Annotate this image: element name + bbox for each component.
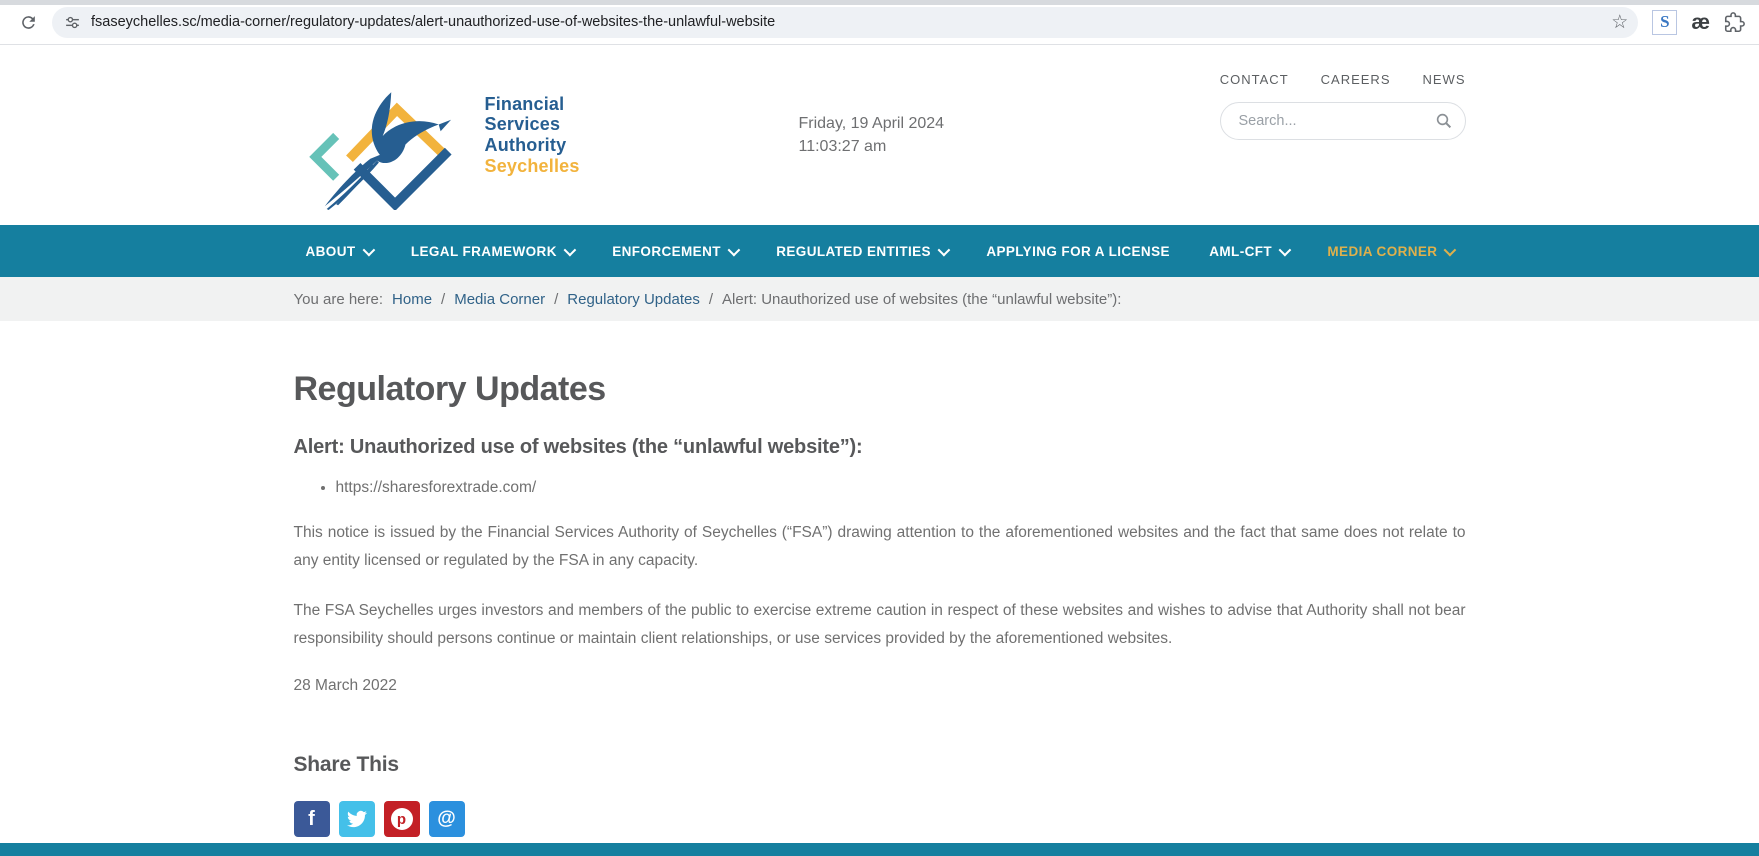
email-at-icon: @: [437, 808, 456, 829]
nav-item-legal-framework[interactable]: LEGAL FRAMEWORK: [411, 244, 573, 259]
chevron-down-icon: [938, 243, 951, 256]
breadcrumb-separator: /: [708, 290, 714, 308]
top-link-careers[interactable]: CAREERS: [1320, 72, 1391, 87]
fsa-logo-mark-icon: [294, 60, 479, 210]
facebook-icon: f: [308, 807, 315, 830]
nav-item-media-corner[interactable]: MEDIA CORNER: [1327, 244, 1453, 259]
logo-line-services: Services: [484, 114, 561, 135]
breadcrumb-separator: /: [554, 290, 559, 308]
top-link-news[interactable]: NEWS: [1422, 72, 1466, 87]
logo-line-authority: Authority: [484, 135, 567, 155]
search-button[interactable]: [1435, 112, 1453, 130]
breadcrumb-current: Alert: Unauthorized use of websites (the “unlawful website”):: [722, 290, 1122, 308]
breadcrumb-separator: /: [441, 290, 446, 308]
share-facebook-button[interactable]: [294, 801, 330, 837]
breadcrumb-link-regulatory-updates[interactable]: Regulatory Updates: [567, 290, 700, 308]
reload-icon: [19, 13, 38, 32]
share-twitter-button[interactable]: [339, 801, 375, 837]
nav-item-about[interactable]: ABOUT: [306, 244, 372, 259]
notice-paragraph-2: The FSA Seychelles urges investors and members of the public to exercise extreme caution in respect of these websites and wishes to advise that Authority shall not bear responsibility should persons continue or maintain client relationships, or use services provided by the aforementioned websites.: [293, 602, 1466, 647]
main-nav: [0, 225, 1759, 277]
share-heading: Share This: [293, 753, 399, 776]
post-date: 28 March 2022: [293, 677, 397, 694]
extension-s-icon[interactable]: S: [1652, 10, 1677, 35]
logo-text: [485, 94, 580, 177]
header-date: Friday, 19 April 2024: [798, 114, 945, 132]
fsa-logo[interactable]: [294, 60, 799, 210]
header-time: 11:03:27 am: [798, 138, 887, 155]
list-item-website-url: • https://sharesforextrade.com/: [336, 479, 1466, 497]
extension-ae-icon[interactable]: æ: [1691, 10, 1710, 34]
top-link-contact[interactable]: CONTACT: [1219, 72, 1289, 87]
breadcrumb-link-media-corner[interactable]: Media Corner: [454, 290, 546, 308]
breadcrumb-prefix: You are here:: [293, 290, 384, 308]
chevron-down-icon: [1444, 243, 1457, 256]
site-header: [0, 45, 1759, 225]
bookmark-star-icon[interactable]: ☆: [1611, 11, 1629, 33]
search-icon: [1435, 112, 1453, 130]
nav-item-enforcement[interactable]: ENFORCEMENT: [612, 244, 737, 259]
article: [294, 370, 1466, 837]
breadcrumb: [294, 291, 1466, 308]
share-pinterest-button[interactable]: [384, 801, 420, 837]
extensions-puzzle-icon[interactable]: [1724, 12, 1745, 33]
alert-heading: Alert: Unauthorized use of websites (the “unlawful website”):: [293, 436, 863, 458]
search-input[interactable]: [1237, 112, 1435, 130]
page-title: Regulatory Updates: [293, 370, 606, 408]
url-text[interactable]: fsaseychelles.sc/media-corner/regulatory-updates/alert-unauthorized-use-of-websites-the-unlawful-website: [91, 14, 776, 30]
chevron-down-icon: [362, 243, 375, 256]
site-info-icon[interactable]: [64, 14, 81, 31]
extensions-area: [1652, 10, 1745, 35]
share-email-button[interactable]: [429, 801, 465, 837]
search-box: [1220, 102, 1466, 140]
pinterest-icon: p: [391, 808, 413, 830]
nav-item-aml-cft[interactable]: AML-CFT: [1209, 244, 1288, 259]
logo-line-financial: Financial: [484, 93, 565, 114]
chevron-down-icon: [1279, 243, 1292, 256]
twitter-icon: [347, 809, 367, 829]
share-buttons: [294, 801, 1466, 837]
nav-item-applying-for-a-license[interactable]: APPLYING FOR A LICENSE: [986, 243, 1170, 259]
breadcrumb-bar: [0, 277, 1759, 321]
address-bar[interactable]: [52, 7, 1638, 38]
header-datetime: [799, 112, 945, 158]
notice-paragraph-1: This notice is issued by the Financial Services Authority of Seychelles (“FSA”) drawing attention to the aforementioned websites and the fact that same does not relate to any entity licensed or regulated by the FSA in any capacity.: [293, 524, 1466, 569]
logo-line-seychelles: Seychelles: [484, 155, 580, 176]
browser-toolbar: [0, 0, 1759, 45]
chevron-down-icon: [727, 243, 740, 256]
nav-item-regulated-entities[interactable]: REGULATED ENTITIES: [776, 244, 947, 259]
footer-bar: [0, 843, 1759, 856]
top-links: [1220, 72, 1466, 87]
chevron-down-icon: [563, 243, 576, 256]
reload-button[interactable]: [12, 6, 44, 38]
logo-teal-chevron: [315, 136, 336, 178]
breadcrumb-link-home[interactable]: Home: [392, 290, 433, 308]
unlawful-website-list: [294, 479, 1466, 497]
